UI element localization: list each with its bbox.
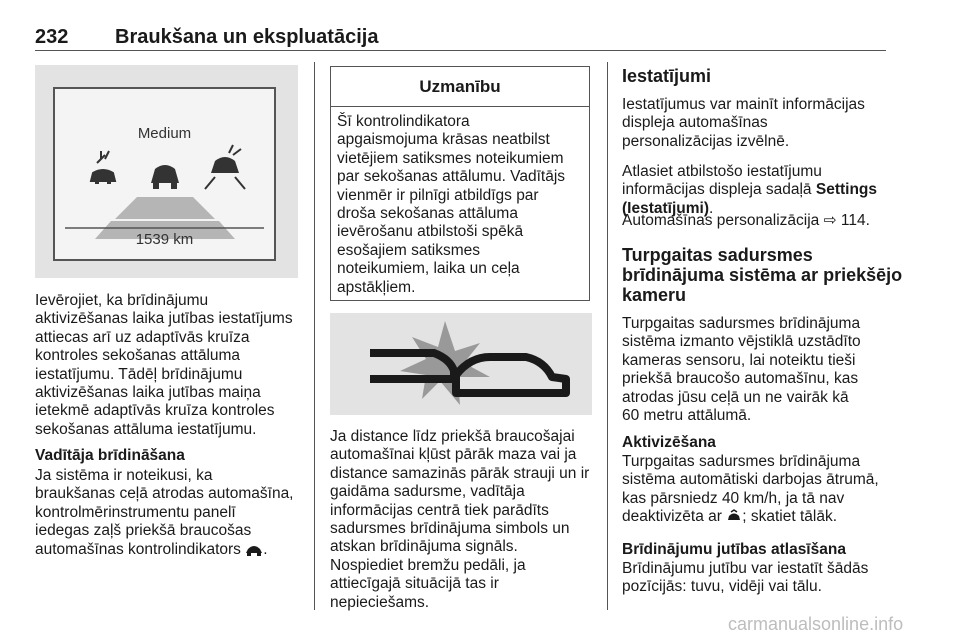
collision-alert-icon <box>91 151 115 183</box>
collision-alert-button-icon <box>726 509 742 528</box>
page-reference-icon: ⇨ <box>823 212 837 229</box>
watermark: carmanualsonline.info <box>728 614 904 634</box>
collision-graphic <box>330 313 592 415</box>
instrument-cluster-figure <box>35 65 298 278</box>
caution-box <box>330 66 590 301</box>
settings-instruction <box>622 163 877 218</box>
activation-text <box>622 453 879 529</box>
sensitivity-mode-label: Medium <box>137 125 192 142</box>
settings-menu-label: Settings (Iestatījumi) <box>622 181 878 217</box>
driver-alert-text: Ja sistēma ir noteikusi, ka braukšanas ceļā atrodas automašīna, kontrolmērinstrumentu panelī iedegas zaļš priekšā braucošas automašīnas kontrolindikators . <box>35 467 294 561</box>
fcw-heading: Turpgaitas sadursmes brīdinājuma sistēma ar priekšējo kameru <box>622 245 903 305</box>
driver-alert-heading: Vadītāja brīdināšana <box>35 447 185 464</box>
activation-heading: Aktivizēšana <box>622 434 716 451</box>
sensitivity-heading: Brīdinājumu jutības atlasīšana <box>622 541 846 558</box>
personalization-ref-page: 114. <box>836 212 870 229</box>
cluster-display <box>53 87 276 261</box>
vehicle-ahead-icon <box>245 541 263 561</box>
personalization-ref-text: Automašīnas personalizācija <box>622 212 824 229</box>
sensitivity-options: Brīdinājumu jutību var iestatīt šādās pozīcijās: tuvu, vidēji vai tālu. <box>622 560 869 596</box>
activation-end: ; skatiet tālāk. <box>742 508 838 526</box>
activation-body: Turpgaitas sadursmes brīdinājuma sistēma automātiski darbojas ātrumā, kas pārsniedz 40 km/h, ja tā nav deaktivizēta ar <box>622 453 879 526</box>
vehicle-ahead-icon <box>151 165 179 189</box>
settings-instruction-text: Atlasiet atbilstošo iestatījumu informācijas displeja sadaļā <box>622 163 822 199</box>
collision-warning-text: Ja distance līdz priekšā braucošajai automašīnai kļūst pārāk maza vai ja distance samazinās pārāk strauji un ir gaidāma sadursme, vadītāja informācijas centrā tiek parādīts sadursmes brīdinājuma simbols un atskan brīdinājuma signāls. Nospiediet bremžu pedāli, ja attiecīgajā situācijā tas ir nepieciešams. <box>330 428 590 611</box>
odometer-readout: 1539 km <box>135 231 194 248</box>
settings-intro: Iestatījumus var mainīt informācijas displeja automašīnas personalizācijas izvēlnē. <box>622 96 865 150</box>
collision-illustration <box>330 313 592 415</box>
personalization-reference <box>622 212 870 230</box>
fcw-description: Turpgaitas sadursmes brīdinājuma sistēma izmanto vējstiklā uzstādīto kameras sensoru, lai noteiktu tieši priekšā braucošo automašīnu, kas atrodas jūsu ceļā un ne vairāk kā 60 metru attālumā. <box>622 315 861 425</box>
lane-departure-icon <box>205 145 245 189</box>
column-divider-1 <box>314 62 315 610</box>
sensitivity-note: Ievērojiet, ka brīdinājumu aktivizēšanas laika jutības iestatījums attiecas arī uz adaptīvās kruīza kontroles sekošanas attāluma iestatījumu. Tādēļ brīdinājumu aktivizēšanas laika jutības maiņa ietekmē adaptīvās kruīza kontroles sekošanas attāluma iestatījumu. <box>35 292 293 438</box>
page-title: Braukšana un ekspluatācija <box>115 26 379 48</box>
column-divider-2 <box>607 62 608 610</box>
page-number: 232 <box>35 26 69 48</box>
settings-instruction-end: . <box>708 199 714 217</box>
settings-heading: Iestatījumi <box>622 66 712 86</box>
page-header <box>35 12 886 51</box>
following-distance-bar <box>115 197 215 219</box>
caution-body: Šī kontrolindikatora apgaismojuma krāsas neatbilst vietējiem satiksmes noteikumiem par sekošanas attālumu. Vadītājs vienmēr ir pilnīgi atbildīgs par droša sekošanas attāluma ievērošanu atbilstoši spēkā esošajiem satiksmes noteikumiem, laika un ceļa apstākļiem. <box>337 113 566 296</box>
caution-title: Uzmanību <box>331 67 589 107</box>
driver-alert-body: Ja sistēma ir noteikusi, ka braukšanas ceļā atrodas automašīna, kontrolmērinstrumentu panelī iedegas zaļš priekšā braucošas automašīnas kontrolindikators <box>35 467 294 558</box>
